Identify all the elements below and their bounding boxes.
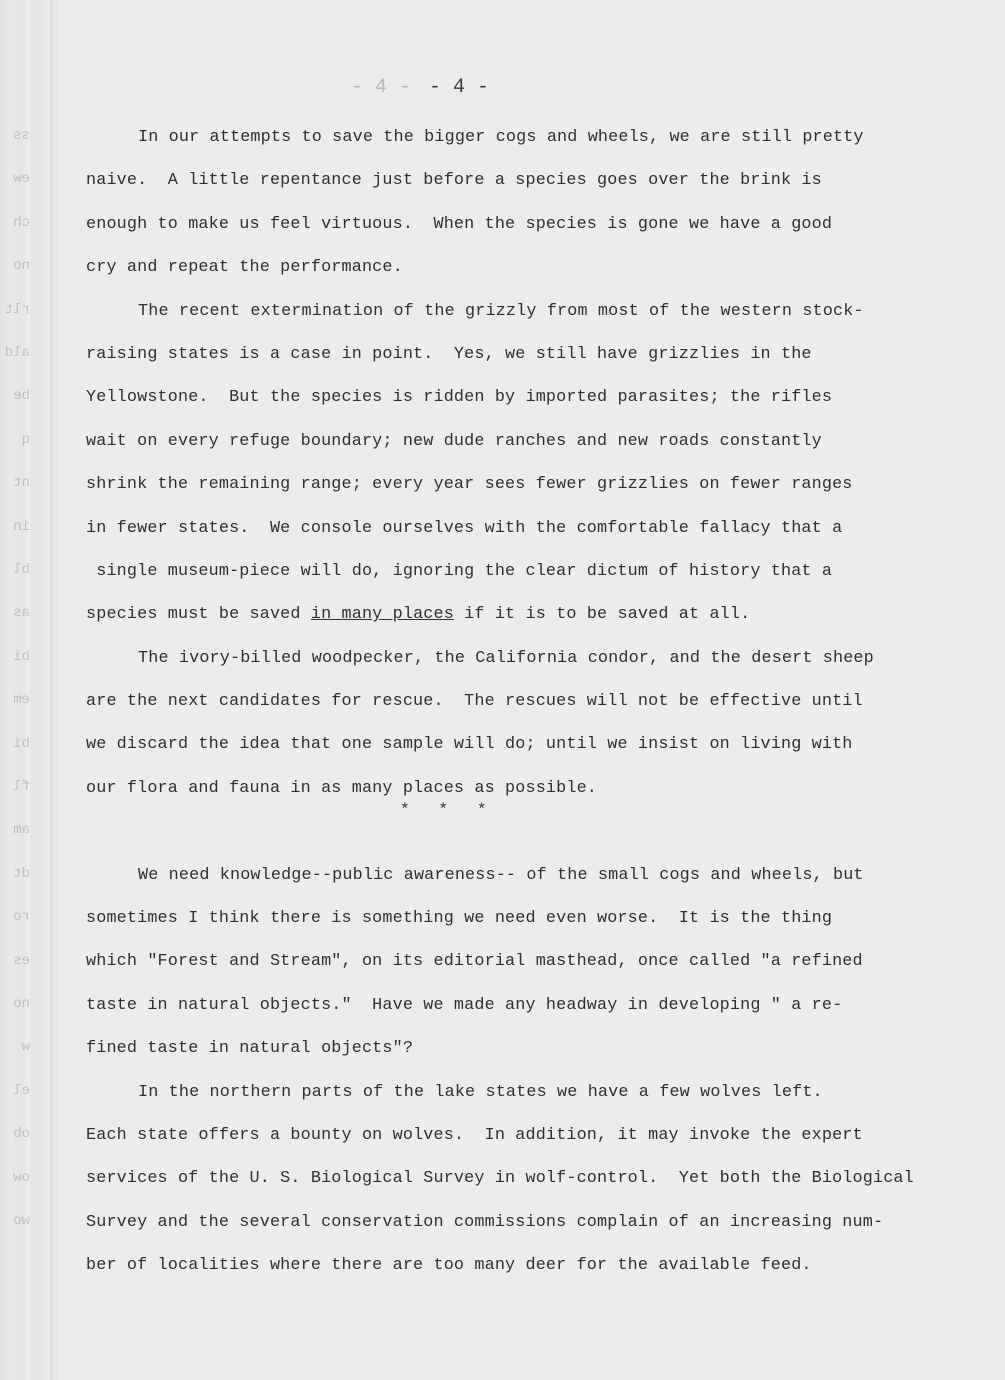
- text-line: In our attempts to save the bigger cogs and wheels, we are still pretty: [138, 128, 864, 147]
- text-line: naive. A little repentance just before a species goes over the brink is: [86, 171, 822, 191]
- text-line: which "Forest and Stream", on its editorial masthead, once called "a refined: [86, 952, 863, 972]
- underlined-phrase: in many places: [310, 605, 454, 625]
- bleed-through-fragment: no: [13, 258, 30, 275]
- bleed-through-fragment: in: [13, 518, 30, 535]
- typed-text-body: [86, 116, 946, 1288]
- bleed-through-fragment: ew: [13, 171, 30, 188]
- bleed-through-fragment: bi: [13, 648, 30, 665]
- text-line: [86, 593, 946, 636]
- bleed-through-fragment: as: [13, 605, 30, 622]
- text-segment: species must be saved: [86, 605, 311, 625]
- bleed-through-fragment: el: [13, 1082, 30, 1099]
- bleed-through-fragment: ow: [13, 1169, 30, 1186]
- text-line: single museum-piece will do, ignoring the clear dictum of history that a: [86, 561, 833, 581]
- text-line: we discard the idea that one sample will do; until we insist on living with: [86, 735, 853, 755]
- bleed-through-fragment: es: [13, 952, 30, 969]
- bleed-through-fragment: am: [13, 822, 30, 839]
- text-line: Survey and the several conservation commissions complain of an increasing num-: [86, 1212, 884, 1232]
- text-line: are the next candidates for rescue. The rescues will not be effective until: [86, 692, 863, 712]
- section-separator: * * *: [400, 801, 487, 819]
- bleed-through-fragment: no: [13, 996, 30, 1012]
- bleed-through-fragment: bi: [13, 735, 30, 752]
- ghost-page-number: - 4 -: [350, 76, 411, 99]
- bleed-through-fragment: ch: [13, 214, 30, 231]
- bleed-through-margin: [0, 0, 30, 1380]
- bleed-through-fragment: fl: [13, 779, 30, 795]
- separator-spacer: [86, 810, 946, 853]
- text-line: The recent extermination of the grizzly from most of the western stock-: [138, 301, 864, 321]
- text-line: in fewer states. We console ourselves with the comfortable fallacy that a: [86, 518, 843, 538]
- bleed-through-fragment: be: [13, 388, 30, 405]
- text-line: shrink the remaining range; every year sees fewer grizzlies on fewer ranges: [86, 475, 853, 495]
- text-line: raising states is a case in point. Yes, we still have grizzlies in the: [86, 344, 812, 364]
- bleed-through-fragment: dt: [13, 865, 30, 882]
- bleed-through-fragment: wo: [13, 1213, 30, 1229]
- bleed-through-fragment: ro: [13, 909, 30, 926]
- text-line: cry and repeat the performance.: [86, 258, 403, 278]
- page-header: [300, 76, 540, 99]
- text-line: Yellowstone. But the species is ridden by imported parasites; the rifles: [86, 388, 833, 408]
- bleed-through-fragment: em: [13, 692, 30, 709]
- text-line: wait on every refuge boundary; new dude ranches and new roads constantly: [86, 431, 822, 451]
- text-line: The ivory-billed woodpecker, the California condor, and the desert sheep: [138, 648, 874, 668]
- text-line: fined taste in natural objects"?: [86, 1039, 414, 1059]
- text-line: our flora and fauna in as many places as possible.: [86, 778, 598, 798]
- text-line: taste in natural objects." Have we made any headway in developing " a re-: [86, 995, 843, 1015]
- text-line: Each state offers a bounty on wolves. In addition, it may invoke the expert: [86, 1125, 863, 1145]
- bleed-through-fragment: ald: [4, 345, 30, 361]
- bleed-through-fragment: ob: [13, 1126, 30, 1143]
- text-line: We need knowledge--public awareness-- of the small cogs and wheels, but: [138, 865, 864, 885]
- bleed-through-fragment: w: [21, 1039, 30, 1056]
- bleed-through-fragment: nt: [13, 475, 30, 492]
- page-shadow: [50, 0, 60, 1380]
- text-line: services of the U. S. Biological Survey in wolf-control. Yet both the Biological: [86, 1169, 914, 1189]
- page-number: - 4 -: [429, 76, 490, 99]
- text-line: ber of localities where there are too many deer for the available feed.: [86, 1256, 812, 1276]
- text-segment: if it is to be saved at all.: [453, 605, 751, 625]
- text-line: sometimes I think there is something we need even worse. It is the thing: [86, 909, 833, 929]
- bleed-through-fragment: rlt: [4, 301, 30, 318]
- bleed-through-fragment: ss: [13, 128, 30, 144]
- text-line: enough to make us feel virtuous. When the species is gone we have a good: [86, 214, 833, 234]
- bleed-through-fragment: bl: [13, 562, 30, 578]
- text-line: In the northern parts of the lake states we have a few wolves left.: [138, 1082, 823, 1102]
- bleed-through-fragment: q: [21, 431, 30, 448]
